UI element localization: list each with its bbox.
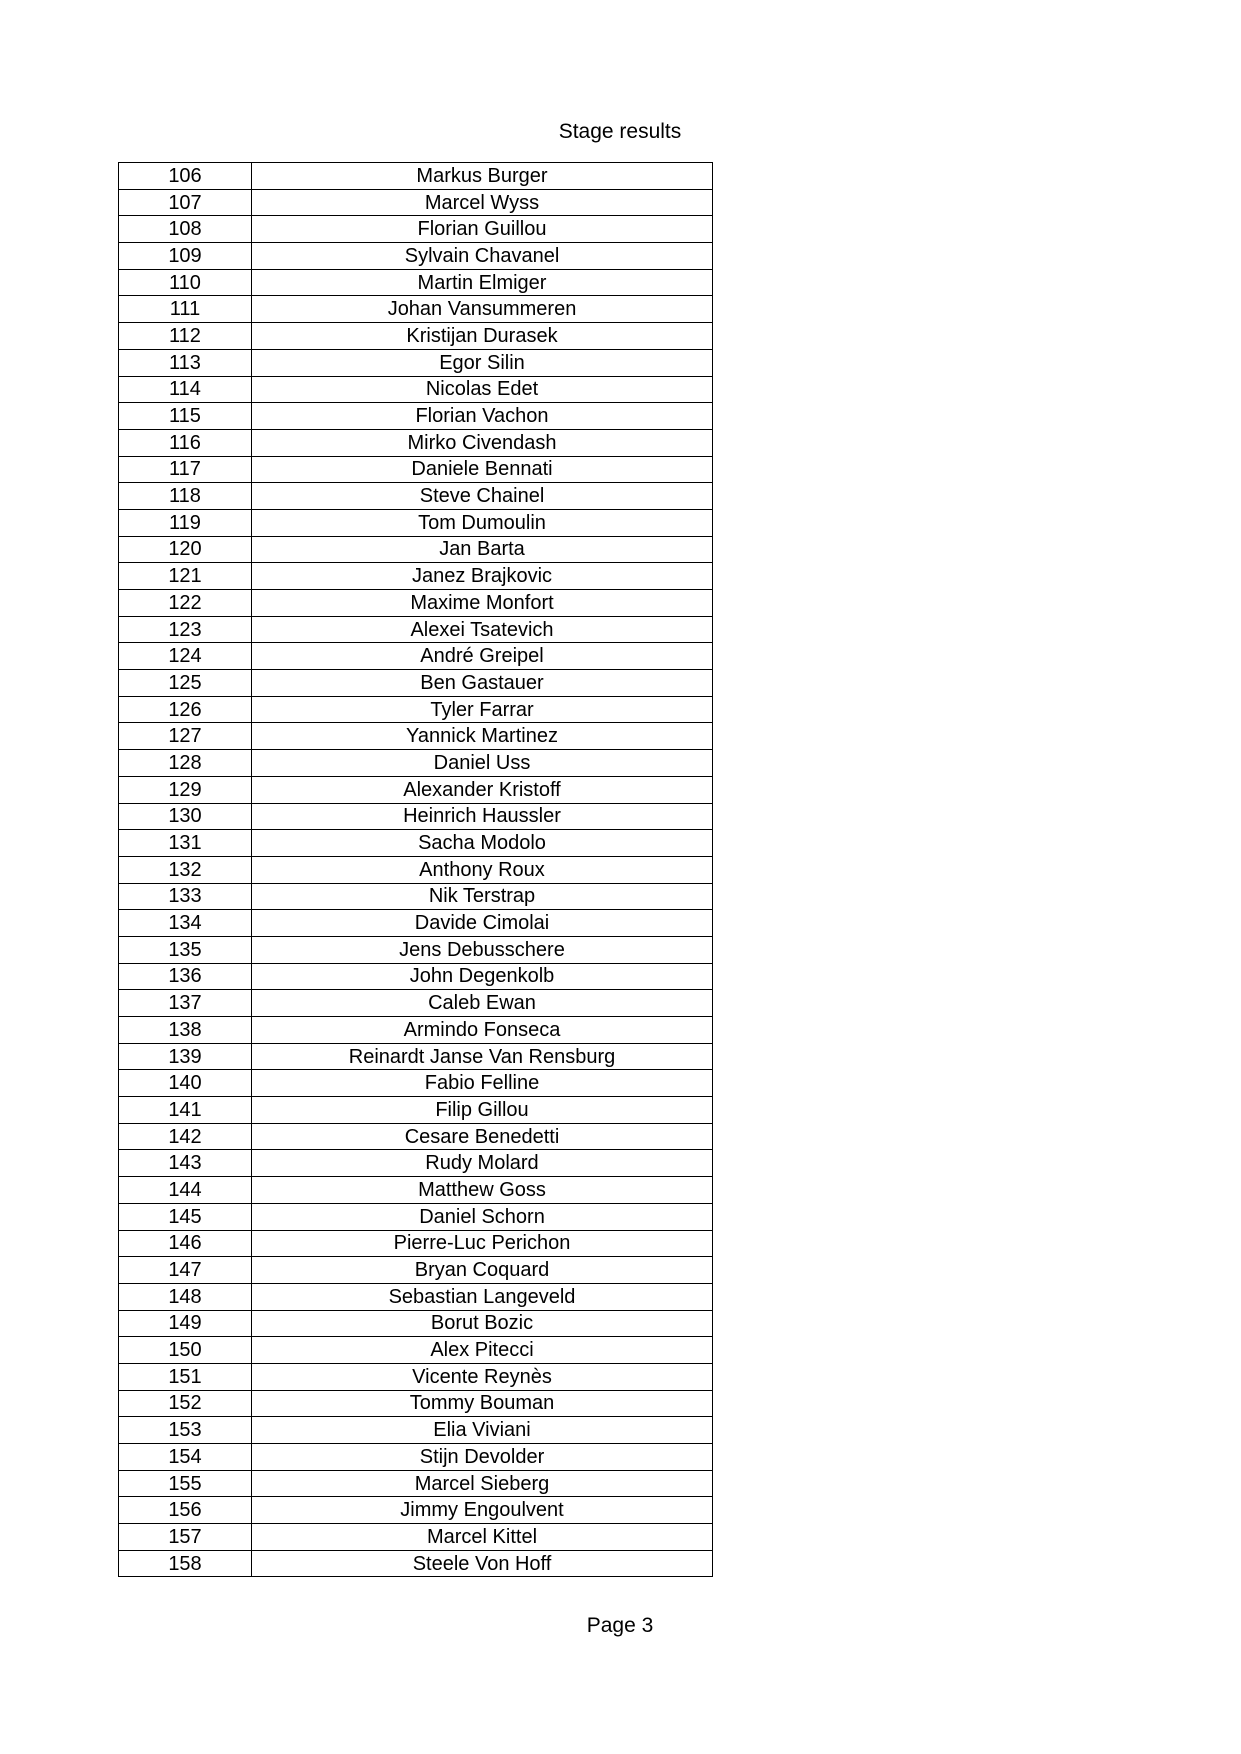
rider-name-cell: Johan Vansummeren (252, 296, 713, 323)
position-cell: 122 (119, 590, 252, 617)
position-cell: 116 (119, 429, 252, 456)
table-row (119, 1257, 713, 1284)
rider-name-cell: Martin Elmiger (252, 269, 713, 296)
rider-name-cell: Caleb Ewan (252, 990, 713, 1017)
position-cell: 112 (119, 323, 252, 350)
position-cell: 156 (119, 1497, 252, 1524)
position-cell: 149 (119, 1310, 252, 1337)
table-row (119, 1470, 713, 1497)
position-cell: 115 (119, 403, 252, 430)
rider-name-cell: Florian Guillou (252, 216, 713, 243)
rider-name-cell: Tom Dumoulin (252, 509, 713, 536)
position-cell: 142 (119, 1123, 252, 1150)
table-row (119, 590, 713, 617)
position-cell: 106 (119, 163, 252, 190)
position-cell: 154 (119, 1444, 252, 1471)
rider-name-cell: Jan Barta (252, 536, 713, 563)
position-cell: 109 (119, 243, 252, 270)
position-cell: 111 (119, 296, 252, 323)
table-row (119, 670, 713, 697)
rider-name-cell: Nicolas Edet (252, 376, 713, 403)
position-cell: 145 (119, 1203, 252, 1230)
rider-name-cell: Kristijan Durasek (252, 323, 713, 350)
rider-name-cell: Tyler Farrar (252, 696, 713, 723)
page-header-title: Stage results (558, 120, 682, 143)
table-row (119, 269, 713, 296)
position-cell: 148 (119, 1283, 252, 1310)
table-row (119, 936, 713, 963)
position-cell: 134 (119, 910, 252, 937)
rider-name-cell: John Degenkolb (252, 963, 713, 990)
table-row (119, 1017, 713, 1044)
position-cell: 158 (119, 1550, 252, 1577)
rider-name-cell: Bryan Coquard (252, 1257, 713, 1284)
position-cell: 137 (119, 990, 252, 1017)
table-row (119, 990, 713, 1017)
rider-name-cell: Armindo Fonseca (252, 1017, 713, 1044)
position-cell: 132 (119, 856, 252, 883)
table-row (119, 216, 713, 243)
table-row (119, 296, 713, 323)
rider-name-cell: Elia Viviani (252, 1417, 713, 1444)
table-row (119, 1417, 713, 1444)
position-cell: 128 (119, 750, 252, 777)
table-row (119, 243, 713, 270)
table-row (119, 776, 713, 803)
position-cell: 141 (119, 1097, 252, 1124)
position-cell: 117 (119, 456, 252, 483)
rider-name-cell: Daniel Schorn (252, 1203, 713, 1230)
page-number: Page 3 (586, 1614, 654, 1637)
position-cell: 133 (119, 883, 252, 910)
position-cell: 120 (119, 536, 252, 563)
table-row (119, 1497, 713, 1524)
table-row (119, 1337, 713, 1364)
position-cell: 113 (119, 349, 252, 376)
position-cell: 107 (119, 189, 252, 216)
rider-name-cell: André Greipel (252, 643, 713, 670)
position-cell: 139 (119, 1043, 252, 1070)
rider-name-cell: Heinrich Haussler (252, 803, 713, 830)
position-cell: 155 (119, 1470, 252, 1497)
table-row (119, 1550, 713, 1577)
position-cell: 130 (119, 803, 252, 830)
position-cell: 146 (119, 1230, 252, 1257)
table-row (119, 189, 713, 216)
table-row (119, 856, 713, 883)
rider-name-cell: Marcel Kittel (252, 1524, 713, 1551)
position-cell: 127 (119, 723, 252, 750)
rider-name-cell: Stijn Devolder (252, 1444, 713, 1471)
rider-name-cell: Sylvain Chavanel (252, 243, 713, 270)
rider-name-cell: Davide Cimolai (252, 910, 713, 937)
rider-name-cell: Steve Chainel (252, 483, 713, 510)
table-row (119, 1230, 713, 1257)
rider-name-cell: Markus Burger (252, 163, 713, 190)
table-row (119, 830, 713, 857)
rider-name-cell: Anthony Roux (252, 856, 713, 883)
table-row (119, 1070, 713, 1097)
position-cell: 147 (119, 1257, 252, 1284)
table-row (119, 456, 713, 483)
table-row (119, 1043, 713, 1070)
position-cell: 124 (119, 643, 252, 670)
rider-name-cell: Jens Debusschere (252, 936, 713, 963)
table-row (119, 509, 713, 536)
position-cell: 151 (119, 1363, 252, 1390)
rider-name-cell: Ben Gastauer (252, 670, 713, 697)
position-cell: 121 (119, 563, 252, 590)
position-cell: 129 (119, 776, 252, 803)
position-cell: 110 (119, 269, 252, 296)
position-cell: 138 (119, 1017, 252, 1044)
stage-results-body (119, 163, 713, 1577)
position-cell: 131 (119, 830, 252, 857)
position-cell: 126 (119, 696, 252, 723)
rider-name-cell: Jimmy Engoulvent (252, 1497, 713, 1524)
rider-name-cell: Marcel Sieberg (252, 1470, 713, 1497)
position-cell: 150 (119, 1337, 252, 1364)
rider-name-cell: Mirko Civendash (252, 429, 713, 456)
position-cell: 135 (119, 936, 252, 963)
rider-name-cell: Sebastian Langeveld (252, 1283, 713, 1310)
rider-name-cell: Egor Silin (252, 349, 713, 376)
position-cell: 123 (119, 616, 252, 643)
position-cell: 136 (119, 963, 252, 990)
rider-name-cell: Alexander Kristoff (252, 776, 713, 803)
table-row (119, 803, 713, 830)
position-cell: 157 (119, 1524, 252, 1551)
rider-name-cell: Maxime Monfort (252, 590, 713, 617)
table-row (119, 1524, 713, 1551)
position-cell: 119 (119, 509, 252, 536)
table-row (119, 643, 713, 670)
rider-name-cell: Alexei Tsatevich (252, 616, 713, 643)
rider-name-cell: Nik Terstrap (252, 883, 713, 910)
table-row (119, 1444, 713, 1471)
table-row (119, 349, 713, 376)
table-row (119, 403, 713, 430)
rider-name-cell: Marcel Wyss (252, 189, 713, 216)
table-row (119, 376, 713, 403)
rider-name-cell: Daniele Bennati (252, 456, 713, 483)
table-row (119, 1363, 713, 1390)
rider-name-cell: Yannick Martinez (252, 723, 713, 750)
table-row (119, 696, 713, 723)
rider-name-cell: Sacha Modolo (252, 830, 713, 857)
table-row (119, 723, 713, 750)
position-cell: 152 (119, 1390, 252, 1417)
table-row (119, 163, 713, 190)
table-row (119, 536, 713, 563)
position-cell: 125 (119, 670, 252, 697)
rider-name-cell: Reinardt Janse Van Rensburg (252, 1043, 713, 1070)
rider-name-cell: Matthew Goss (252, 1177, 713, 1204)
table-row (119, 963, 713, 990)
table-row (119, 616, 713, 643)
rider-name-cell: Vicente Reynès (252, 1363, 713, 1390)
rider-name-cell: Janez Brajkovic (252, 563, 713, 590)
stage-results-table (118, 162, 713, 1577)
table-row (119, 323, 713, 350)
table-row (119, 563, 713, 590)
rider-name-cell: Daniel Uss (252, 750, 713, 777)
table-row (119, 883, 713, 910)
position-cell: 114 (119, 376, 252, 403)
table-row (119, 1177, 713, 1204)
table-row (119, 1203, 713, 1230)
rider-name-cell: Borut Bozic (252, 1310, 713, 1337)
position-cell: 140 (119, 1070, 252, 1097)
table-row (119, 1390, 713, 1417)
table-row (119, 910, 713, 937)
rider-name-cell: Florian Vachon (252, 403, 713, 430)
position-cell: 118 (119, 483, 252, 510)
rider-name-cell: Pierre-Luc Perichon (252, 1230, 713, 1257)
table-row (119, 750, 713, 777)
rider-name-cell: Steele Von Hoff (252, 1550, 713, 1577)
table-row (119, 1150, 713, 1177)
table-row (119, 1097, 713, 1124)
rider-name-cell: Rudy Molard (252, 1150, 713, 1177)
rider-name-cell: Fabio Felline (252, 1070, 713, 1097)
table-row (119, 483, 713, 510)
position-cell: 108 (119, 216, 252, 243)
position-cell: 153 (119, 1417, 252, 1444)
position-cell: 143 (119, 1150, 252, 1177)
rider-name-cell: Filip Gillou (252, 1097, 713, 1124)
position-cell: 144 (119, 1177, 252, 1204)
rider-name-cell: Tommy Bouman (252, 1390, 713, 1417)
table-row (119, 429, 713, 456)
table-row (119, 1310, 713, 1337)
table-row (119, 1123, 713, 1150)
rider-name-cell: Alex Pitecci (252, 1337, 713, 1364)
table-row (119, 1283, 713, 1310)
rider-name-cell: Cesare Benedetti (252, 1123, 713, 1150)
